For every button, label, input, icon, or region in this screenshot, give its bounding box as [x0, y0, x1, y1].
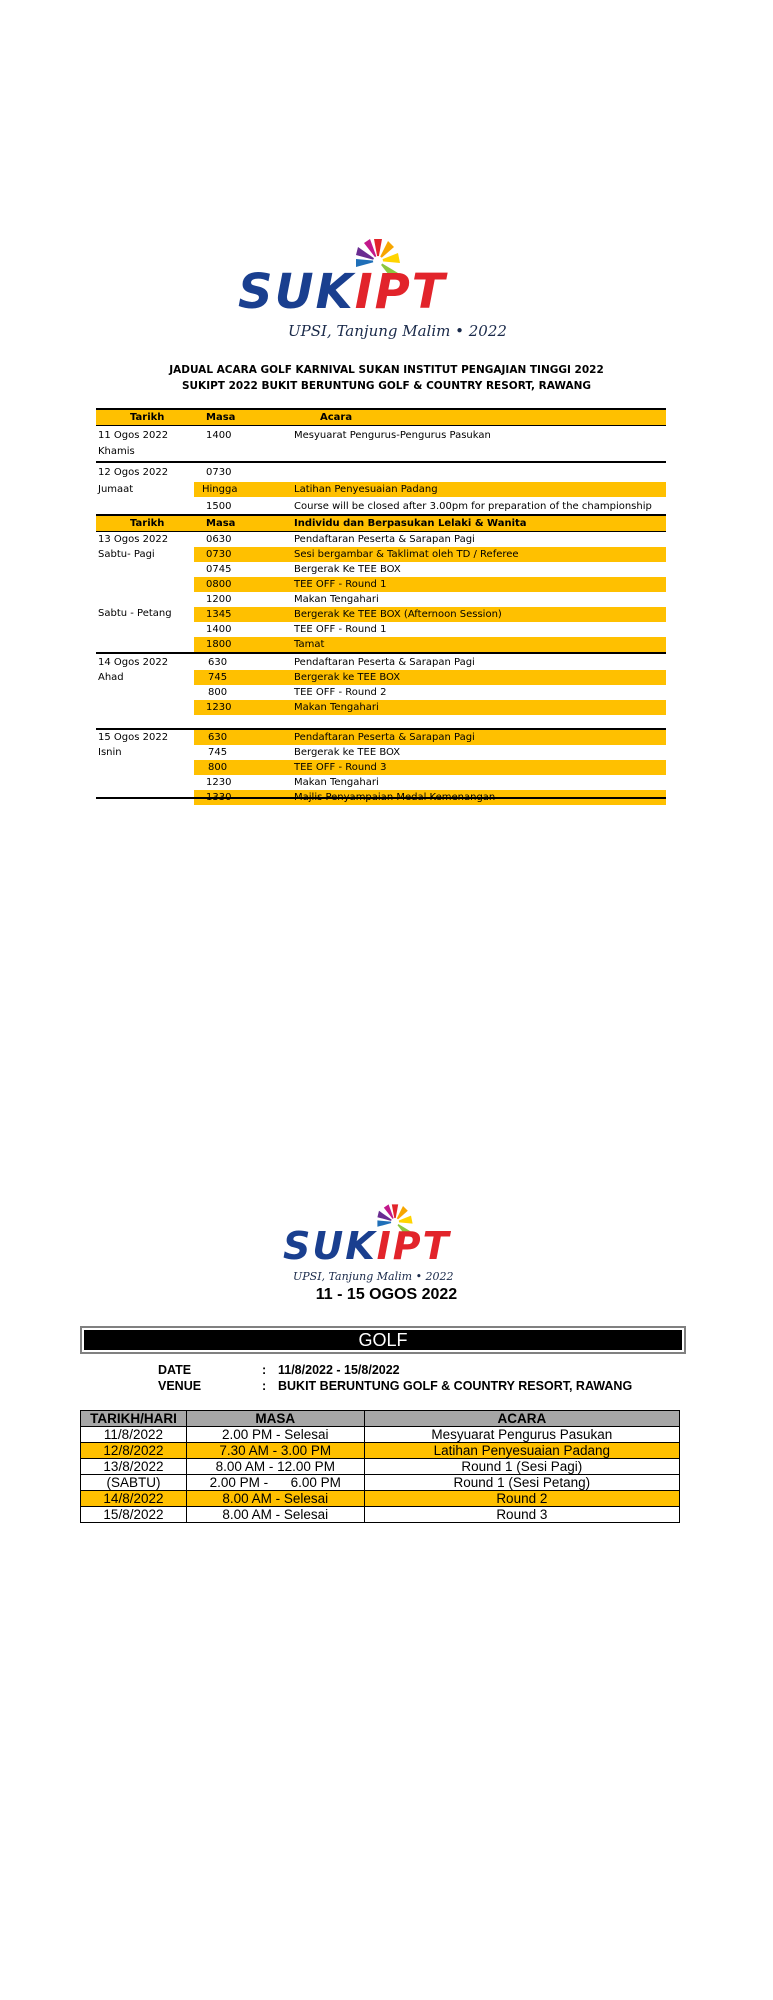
day4-event-3: Makan Tengahari	[294, 702, 379, 713]
day4-date: 14 Ogos 2022	[98, 657, 169, 668]
header2-acara: Individu dan Berpasukan Lelaki & Wanita	[294, 518, 527, 529]
table-row	[81, 1443, 680, 1459]
day4-time-1: 745	[208, 672, 228, 683]
day5-event-1: Bergerak ke TEE BOX	[294, 747, 401, 758]
day4-event-1: Bergerak ke TEE BOX	[294, 672, 401, 683]
day3-event-1: Sesi bergambar & Taklimat oleh TD / Referee	[294, 549, 519, 560]
day4-time-0: 630	[208, 657, 228, 668]
logo2-tagline: UPSI, Tanjung Malim • 2022	[293, 1270, 454, 1283]
logo-su: SUK	[238, 264, 355, 320]
day2-time-1: Hingga	[202, 484, 238, 495]
day3-event-6: TEE OFF - Round 1	[294, 624, 387, 635]
day3-time-7: 1800	[206, 639, 232, 650]
cell-date: 12/8/2022	[81, 1443, 187, 1459]
day1-event: Mesyuarat Pengurus-Pengurus Pasukan	[294, 430, 491, 441]
day3-event-7: Tamat	[294, 639, 325, 650]
date-value: 11/8/2022 - 15/8/2022	[278, 1363, 400, 1377]
day5-event-0: Pendaftaran Peserta & Sarapan Pagi	[294, 732, 475, 743]
date-label: DATE	[158, 1363, 192, 1377]
cell-event: Round 1 (Sesi Pagi)	[364, 1459, 679, 1475]
day3-event-0: Pendaftaran Peserta & Sarapan Pagi	[294, 534, 475, 545]
logo-ipt: IPT	[354, 264, 447, 320]
day3-event-3: TEE OFF - Round 1	[294, 579, 387, 590]
day3-time-2: 0745	[206, 564, 232, 575]
day1-day: Khamis	[98, 446, 135, 457]
schedule-title-1: JADUAL ACARA GOLF KARNIVAL SUKAN INSTITUT PENGAJIAN TINGGI 2022	[169, 364, 604, 376]
day2-time-2: 1500	[206, 501, 232, 512]
venue-value: BUKIT BERUNTUNG GOLF & COUNTRY RESORT, RAWANG	[278, 1379, 633, 1393]
logo2-ipt: IPT	[376, 1224, 451, 1268]
sukipt-logo-bottom	[283, 1202, 483, 1287]
cell-time: 2.00 PM - 6.00 PM	[186, 1475, 364, 1491]
col-masa: MASA	[186, 1411, 364, 1427]
sport-banner: GOLF	[80, 1326, 686, 1354]
day1-time: 1400	[206, 430, 232, 441]
day2-day: Jumaat	[98, 484, 134, 495]
day3-day-pm: Sabtu - Petang	[98, 608, 172, 619]
cell-event: Round 3	[364, 1507, 679, 1523]
venue-sep: :	[262, 1379, 267, 1393]
cell-event: Mesyuarat Pengurus Pasukan	[364, 1427, 679, 1443]
cell-time: 2.00 PM - Selesai	[186, 1427, 364, 1443]
venue-label: VENUE	[158, 1379, 202, 1393]
cell-event: Latihan Penyesuaian Padang	[364, 1443, 679, 1459]
day3-date: 13 Ogos 2022	[98, 534, 169, 545]
day5-time-2: 800	[208, 762, 228, 773]
schedule-table	[96, 408, 666, 798]
day5-time-3: 1230	[206, 777, 232, 788]
day4-event-2: TEE OFF - Round 2	[294, 687, 387, 698]
table-row	[81, 1475, 680, 1491]
day5-time-0: 630	[208, 732, 228, 743]
day2-event-1: Latihan Penyesuaian Padang	[294, 484, 438, 495]
day3-time-5: 1345	[206, 609, 232, 620]
table-row	[81, 1507, 680, 1523]
table-row	[81, 1427, 680, 1443]
schedule-title-2: SUKIPT 2022 BUKIT BERUNTUNG GOLF & COUNTRY RESORT, RAWANG	[181, 380, 592, 392]
day3-time-1: 0730	[206, 549, 232, 560]
table-row	[81, 1459, 680, 1475]
day1-date: 11 Ogos 2022	[98, 430, 169, 441]
day5-date: 15 Ogos 2022	[98, 732, 169, 743]
day4-time-3: 1230	[206, 702, 232, 713]
header-acara: Acara	[320, 412, 353, 423]
cell-date: 11/8/2022	[81, 1427, 187, 1443]
day3-event-2: Bergerak Ke TEE BOX	[294, 564, 401, 575]
day2-time-0: 0730	[206, 467, 232, 478]
col-acara: ACARA	[364, 1411, 679, 1427]
date-sep: :	[262, 1363, 267, 1377]
cell-time: 8.00 AM - Selesai	[186, 1507, 364, 1523]
day4-event-0: Pendaftaran Peserta & Sarapan Pagi	[294, 657, 475, 668]
day3-event-4: Makan Tengahari	[294, 594, 379, 605]
table-row	[81, 1491, 680, 1507]
day3-event-5: Bergerak Ke TEE BOX (Afternoon Session)	[294, 609, 502, 620]
day4-day: Ahad	[98, 672, 124, 683]
cell-time: 8.00 AM - 12.00 PM	[186, 1459, 364, 1475]
golf-schedule-table	[80, 1410, 680, 1523]
day2-date: 12 Ogos 2022	[98, 467, 169, 478]
cell-event: Round 2	[364, 1491, 679, 1507]
day5-event-2: TEE OFF - Round 3	[294, 762, 387, 773]
schedule-bottom-rule	[96, 797, 666, 799]
day3-time-0: 0630	[206, 534, 232, 545]
cell-date: 15/8/2022	[81, 1507, 187, 1523]
sukipt-logo-top	[238, 236, 507, 341]
event-dates: 11 - 15 OGOS 2022	[315, 1286, 458, 1303]
cell-date: 13/8/2022	[81, 1459, 187, 1475]
cell-time: 7.30 AM - 3.00 PM	[186, 1443, 364, 1459]
day3-day-am: Sabtu- Pagi	[98, 549, 155, 560]
day3-time-6: 1400	[206, 624, 232, 635]
cell-date: (SABTU)	[81, 1475, 187, 1491]
col-tarikh-hari: TARIKH/HARI	[81, 1411, 187, 1427]
logo2-su: SUK	[283, 1224, 377, 1268]
logo-tagline: UPSI, Tanjung Malim • 2022	[288, 322, 507, 340]
cell-event: Round 1 (Sesi Petang)	[364, 1475, 679, 1491]
day2-event-2: Course will be closed after 3.00pm for preparation of the championship	[294, 501, 652, 512]
day3-time-4: 1200	[206, 594, 232, 605]
cell-date: 14/8/2022	[81, 1491, 187, 1507]
header-tarikh: Tarikh	[130, 412, 165, 423]
day4-time-2: 800	[208, 687, 228, 698]
cell-time: 8.00 AM - Selesai	[186, 1491, 364, 1507]
day5-time-1: 745	[208, 747, 228, 758]
day3-time-3: 0800	[206, 579, 232, 590]
day5-day: Isnin	[98, 747, 122, 758]
header2-masa: Masa	[206, 518, 236, 529]
day5-event-3: Makan Tengahari	[294, 777, 379, 788]
header2-tarikh: Tarikh	[130, 518, 165, 529]
header-masa: Masa	[206, 412, 236, 423]
